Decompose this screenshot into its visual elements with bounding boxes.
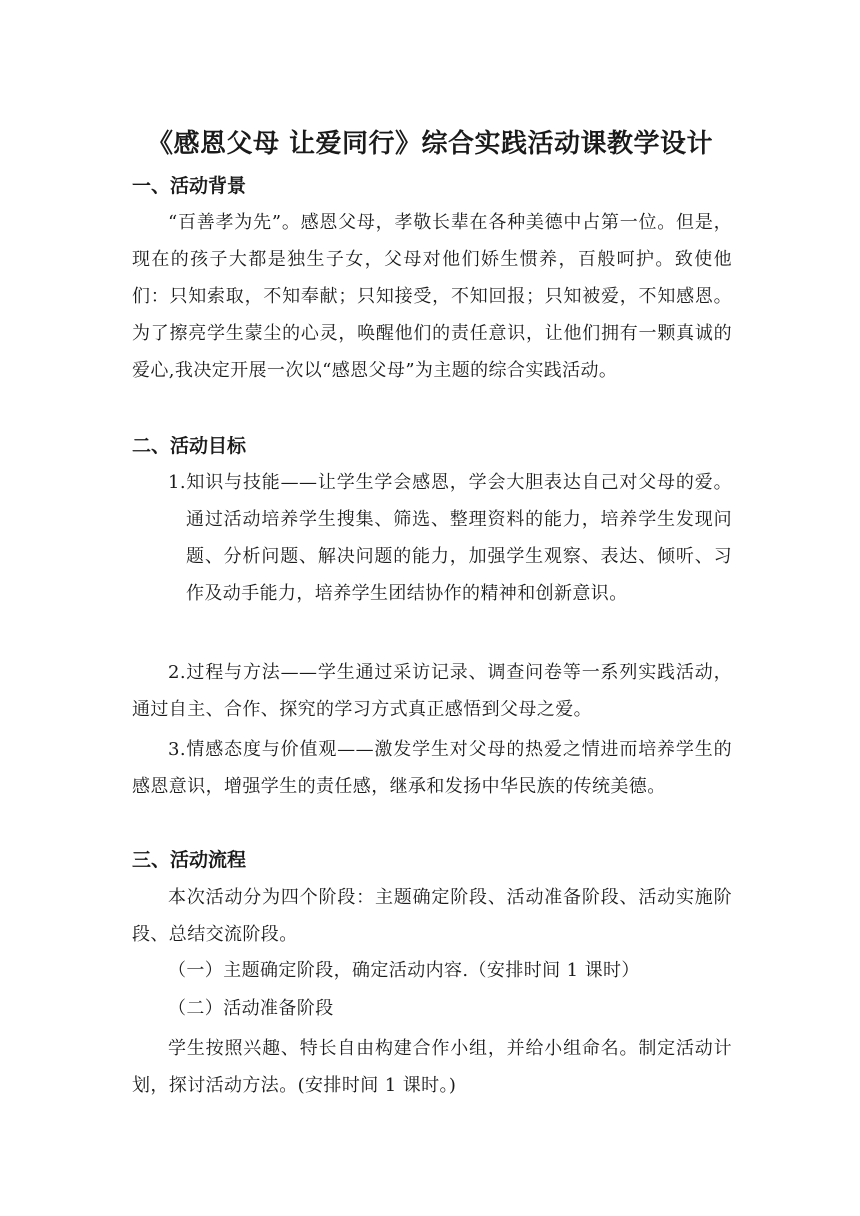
document-title: 《感恩父母 让爱同行》综合实践活动课教学设计 (146, 129, 714, 159)
stage-1-line: （一）主题确定阶段，确定活动内容.（安排时间 1 课时） (168, 960, 640, 981)
goal-item-2: 2.过程与方法——学生通过采访记录、调查问卷等一系列实践活动，通过自主、合作、探究的学习方式真正感悟到父母之爱。 (132, 662, 732, 720)
background-paragraph: “百善孝为先”。感恩父母，孝敬长辈在各种美德中占第一位。但是，现在的孩子大都是独生子女，父母对他们娇生惯养，百般呵护。致使他们：只知索取，不知奉献；只知接受，不知回报；只知被爱，不知感恩。为了擦亮学生蒙尘的心灵，唤醒他们的责任意识，让他们拥有一颗真诚的爱心,我决定开展一次以“感恩父母”为主题的综合实践活动。 (132, 212, 732, 381)
stage-2-heading: （二）活动准备阶段 (168, 998, 334, 1019)
section-heading-background: 一、活动背景 (132, 175, 247, 197)
section-heading-process: 三、活动流程 (132, 849, 247, 871)
process-intro: 本次活动分为四个阶段：主题确定阶段、活动准备阶段、活动实施阶段、总结交流阶段。 (132, 887, 732, 945)
stage-2-paragraph: 学生按照兴趣、特长自由构建合作小组，并给小组命名。制定活动计划，探讨活动方法。(安排时间 1 课时。) (132, 1038, 732, 1096)
goal-item-3: 3.情感态度与价值观——激发学生对父母的热爱之情进而培养学生的感恩意识，增强学生的责任感，继承和发扬中华民族的传统美德。 (132, 739, 732, 797)
goal-item-1: 1.知识与技能——让学生学会感恩，学会大胆表达自己对父母的爱。通过活动培养学生搜集、筛选、整理资料的能力，培养学生发现问题、分析问题、解决问题的能力，加强学生观察、表达、倾听、习作及动手能力，培养学生团结协作的精神和创新意识。 (168, 472, 732, 604)
section-heading-goals: 二、活动目标 (132, 435, 247, 457)
